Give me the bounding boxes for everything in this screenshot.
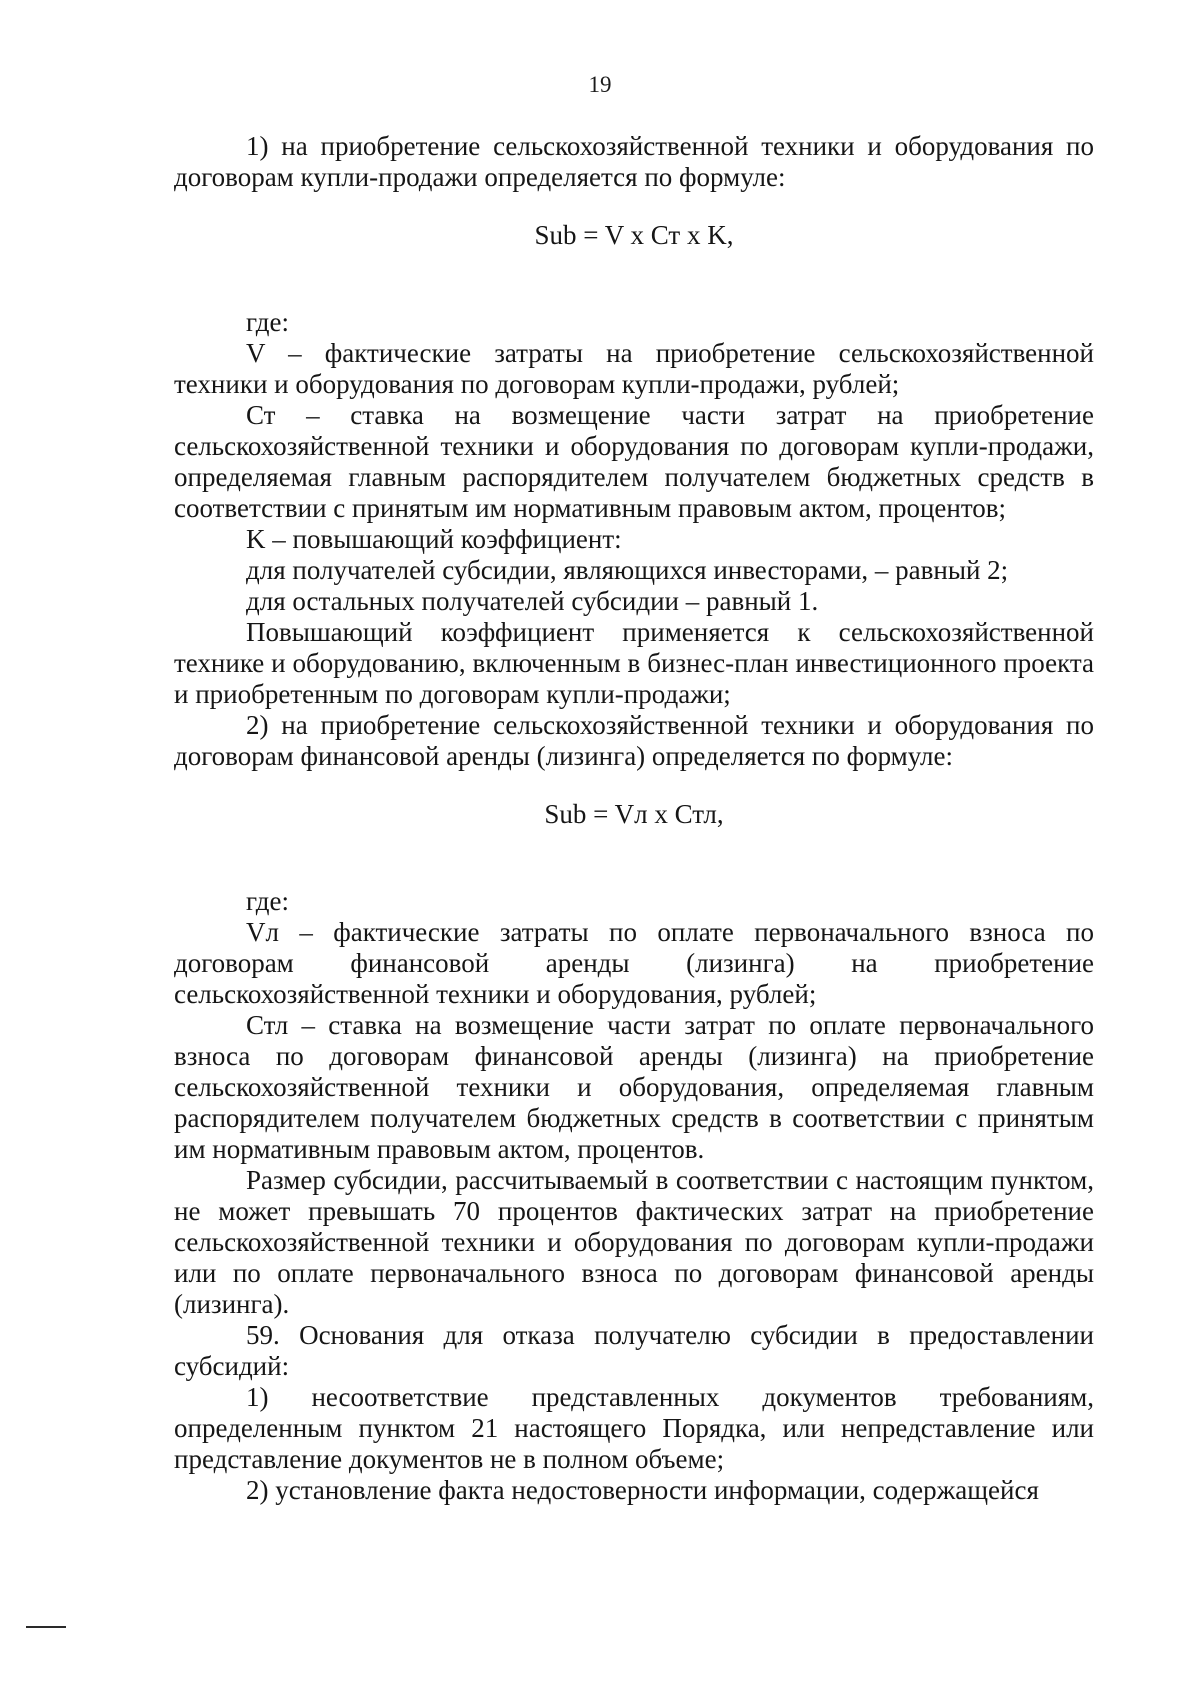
paragraph-definition-st: Ст – ставка на возмещение части затрат на приобретение сельскохозяйственной техники и оборудования по договорам купли-продажи, определяемая главным распорядителем получателем бюджетных средств в соответствии с принятым им нормативным правовым актом, процентов; [174, 400, 1094, 523]
formula-sub-purchase: Sub = V x Ст x K, [534, 220, 734, 250]
paragraph-k-others: для остальных получателей субсидии – равный 1. [246, 586, 819, 616]
paragraph-definition-k: K – повышающий коэффициент: [246, 524, 622, 554]
paragraph-item-2-leasing: 2) на приобретение сельскохозяйственной техники и оборудования по договорам финансовой аренды (лизинга) определяется по формуле: [174, 710, 1094, 771]
scan-margin-mark [26, 1626, 66, 1628]
paragraph-where-1: где: [246, 307, 289, 337]
paragraph-definition-stl: Стл – ставка на возмещение части затрат по оплате первоначального взноса по договорам финансовой аренды (лизинга) на приобретение сельскохозяйственной техники и оборудования, определяемая главным распорядителем получателем бюджетных средств в соответствии с принятым им нормативным правовым актом, процентов. [174, 1010, 1094, 1164]
paragraph-subsidy-limit: Размер субсидии, рассчитываемый в соответствии с настоящим пунктом, не может превышать 70 процентов фактических затрат на приобретение сельскохозяйственной техники и оборудования по договорам купли-продажи или по оплате первоначального взноса по договорам финансовой аренды (лизинга). [174, 1165, 1094, 1319]
formula-spacer [174, 830, 1094, 886]
paragraph-k-investors: для получателей субсидии, являющихся инвесторами, – равный 2; [246, 555, 1009, 585]
paragraph-definition-v: V – фактические затраты на приобретение сельскохозяйственной техники и оборудования по договорам купли-продажи, рублей; [174, 338, 1094, 399]
formula-spacer [174, 251, 1094, 307]
paragraph-refusal-1: 1) несоответствие представленных документов требованиям, определенным пунктом 21 настоящего Порядка, или непредставление или представление документов не в полном объеме; [174, 1382, 1094, 1474]
paragraph-item-1-purchase: 1) на приобретение сельскохозяйственной техники и оборудования по договорам купли-продажи определяется по формуле: [174, 131, 1094, 192]
paragraph-where-2: где: [246, 886, 289, 916]
paragraph-item-59: 59. Основания для отказа получателю субсидии в предоставлении субсидий: [174, 1320, 1094, 1381]
formula-sub-leasing: Sub = Vл x Стл, [544, 799, 724, 829]
paragraph-k-applies: Повышающий коэффициент применяется к сельскохозяйственной технике и оборудованию, включенным в бизнес-план инвестиционного проекта и приобретенным по договорам купли-продажи; [174, 617, 1094, 709]
page-number: 19 [588, 72, 612, 97]
paragraph-definition-vl: Vл – фактические затраты по оплате первоначального взноса по договорам финансовой аренды (лизинга) на приобретение сельскохозяйственной техники и оборудования, рублей; [174, 917, 1094, 1009]
document-body [174, 131, 1094, 1506]
paragraph-refusal-2: 2) установление факта недостоверности информации, содержащейся [246, 1475, 1039, 1505]
